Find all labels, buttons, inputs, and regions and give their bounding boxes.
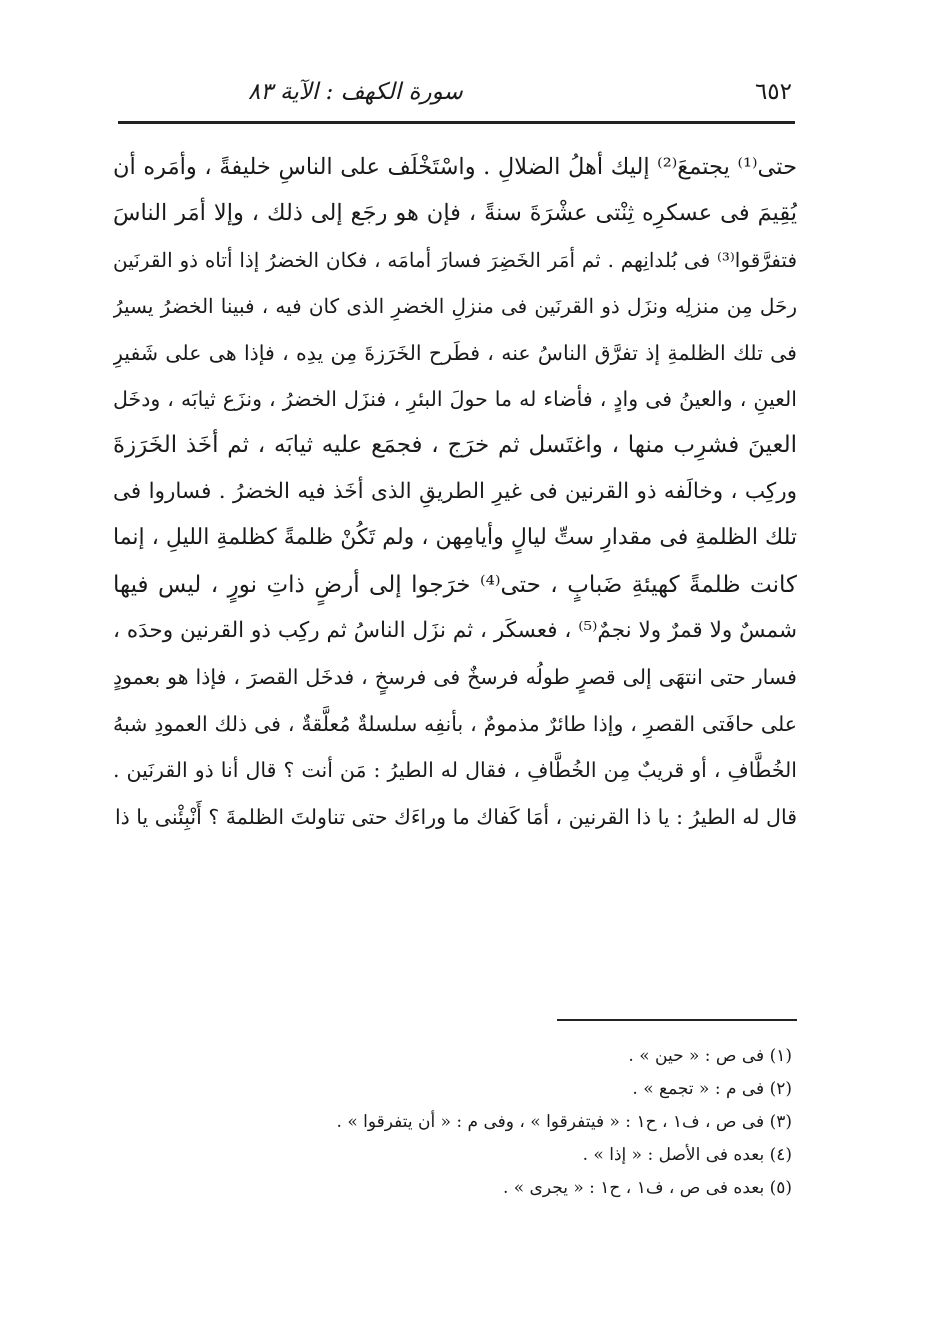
running-title: سورة الكهف : الآية ٨٣ [248, 79, 463, 105]
footnote: (٥) بعده فى ص ، ف١ ، ح١ : « يجرى » . [502, 1178, 792, 1198]
footnote: (٣) فى ص ، ف١ ، ح١ : « فيتفرقوا » ، وفى م : « أن يتفرقوا » . [336, 1112, 792, 1132]
text-line: وركِب ، وخالَفه ذو القرنين فى غيرِ الطريقِ الذى أخَذ فيه الخضرُ . فساروا فى [113, 478, 797, 504]
text-line: شمسٌ ولا قمرٌ ولا نجمٌ⁽⁵⁾ ، فعسكَر ، ثم نزَل الناسُ ثم ركِب ذو القرنين وحدَه ، [113, 618, 797, 644]
text-line: العينَ فشرِب منها ، واغتَسل ثم خرَج ، فجمَع عليه ثيابَه ، ثم أخَذ الخَرَزةَ [113, 432, 797, 459]
text-line: حتى⁽¹⁾ يجتمعَ⁽²⁾ إليك أهلُ الضلالِ . واسْتَخْلَف على الناسِ خليفةً ، وأمَره أن [113, 154, 797, 180]
footnote: (٤) بعده فى الأصل : « إذا » . [582, 1145, 792, 1165]
footnote-separator [557, 1019, 797, 1021]
text-line: رحَل مِن منزلِه ونزَل ذو القرنَين فى منزلِ الخضرِ الذى كان فيه ، فبينا الخضرُ يسيرُ [113, 294, 797, 319]
text-line: فى تلك الظلمةِ إذ تفرَّق الناسُ عنه ، فطَرح الخَرَزةَ مِن يدِه ، فإذا هى على شَفيرِ [113, 340, 797, 365]
text-line: على حافَتى القصرِ ، وإذا طائرٌ مذمومٌ ، بأنفِه سلسلةٌ مُعلَّقةٌ ، فى ذلك العمودِ شبهُ [113, 711, 797, 736]
text-line: تلك الظلمةِ فى مقدارِ ستِّ ليالٍ وأيامِهن ، ولم تَكُنْ ظلمةً كظلمةِ الليلِ ، إنما [113, 525, 797, 551]
text-line: يُقِيمَ فى عسكرِه ثِنْتى عشْرَةَ سنةً ، فإن هو رجَع إلى ذلك ، وإلا أمَر الناسَ [113, 200, 797, 227]
text-line: قال له الطيرُ : يا ذا القرنين ، أمَا كَفاك ما وراءَك حتى تناولتَ الظلمةَ ؟ أَنْبِئْنى يا ذا [114, 804, 797, 829]
text-line: كانت ظلمةً كهيئةِ ضَبابٍ ، حتى⁽⁴⁾ خرَجوا إلى أرضٍ ذاتِ نورٍ ، ليس فيها [113, 571, 797, 598]
footnote: (٢) فى م : « تجمع » . [632, 1079, 792, 1099]
text-line: فسار حتى انتهَى إلى قصرٍ طولُه فرسخٌ فى فرسخٍ ، فدخَل القصرَ ، فإذا هو بعمودٍ [113, 665, 797, 690]
header-rule [118, 121, 795, 124]
text-line: العينِ ، والعينُ فى وادٍ ، فأضاء له ما حولَ البئرِ ، فنزَل الخضرُ ، ونزَع ثيابَه ، ودخَل [113, 387, 797, 412]
footnotes [152, 1040, 792, 1205]
footnote: (١) فى ص : « حين » . [628, 1046, 792, 1066]
text-line: الخُطَّافِ ، أو قريبٌ مِن الخُطَّافِ ، فقال له الطيرُ : مَن أنت ؟ قال أنا ذو القرنَين . [113, 758, 797, 783]
page-number: ٦٥٢ [754, 79, 792, 105]
main-text [113, 144, 797, 840]
text-line: فتفرَّقوا⁽³⁾ فى بُلدانِهم . ثم أمَر الخَضِرَ فسارَ أمامَه ، فكان الخضرُ إذا أتاه ذو القرنَين [113, 247, 797, 272]
page-header [118, 72, 792, 112]
